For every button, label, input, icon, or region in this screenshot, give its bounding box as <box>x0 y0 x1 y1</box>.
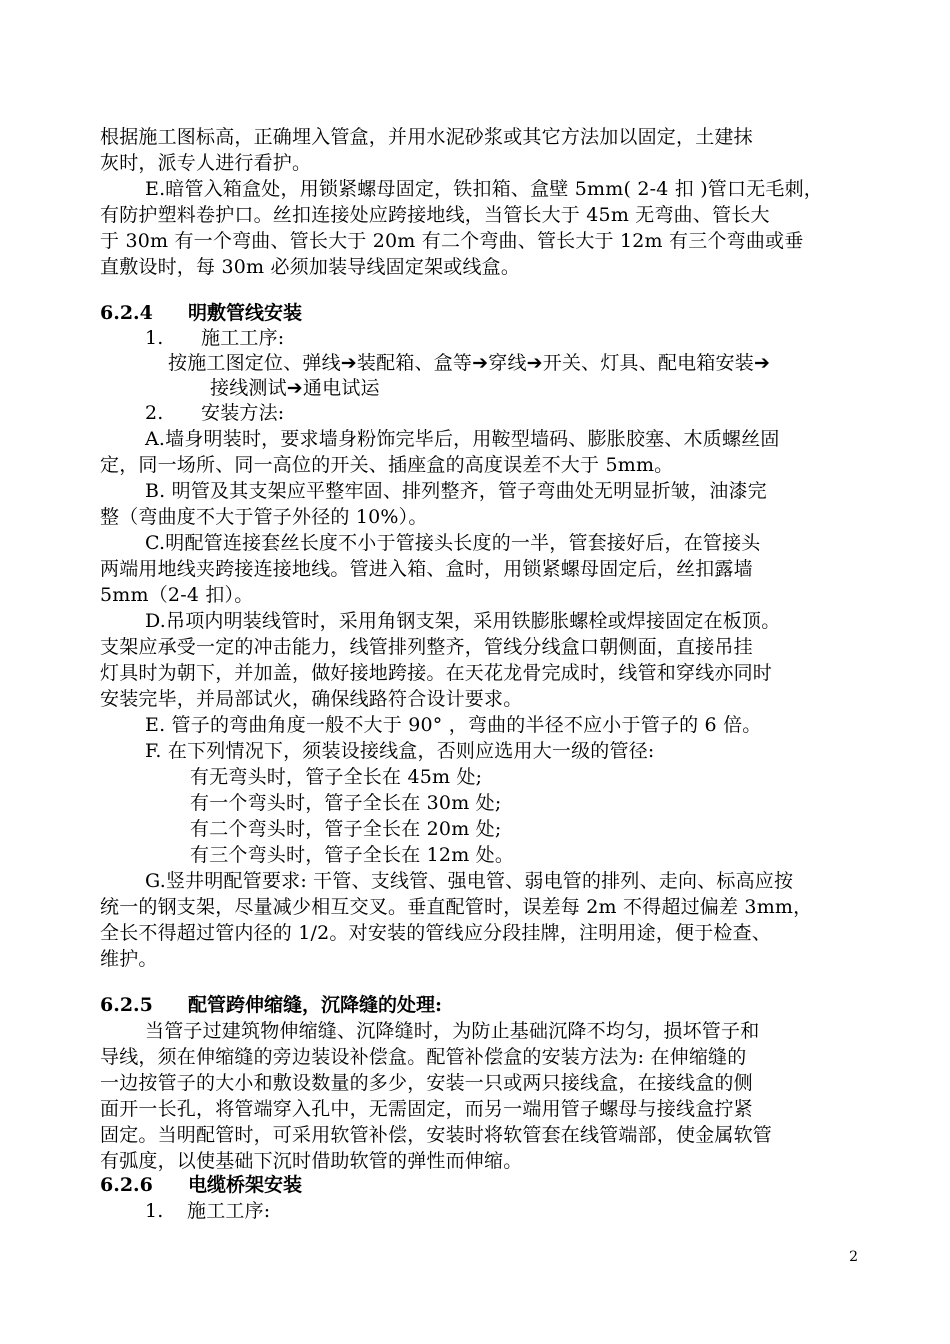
section-heading-6-2-5 <box>100 993 442 1017</box>
list-number: 2. <box>145 402 164 424</box>
paragraph-line: 定，同一场所、同一高位的开关、插座盒的高度误差不大于 5mm。 <box>100 454 674 476</box>
condition-line: 有二个弯头时，管子全长在 20m 处; <box>190 818 502 840</box>
paragraph-line: 根据施工图标高，正确埋入管盒，并用水泥砂浆或其它方法加以固定，土建抹 <box>100 126 753 148</box>
paragraph-line: 支架应承受一定的冲击能力，线管排列整齐，管线分线盒口朝侧面，直接吊挂 <box>100 636 753 658</box>
paragraph-line: 于 30m 有一个弯曲、管长大于 20m 有二个弯曲、管长大于 12m 有三个弯曲或垂 <box>100 230 804 252</box>
section-heading-6-2-6 <box>100 1173 302 1197</box>
condition-line: 有无弯头时，管子全长在 45m 处; <box>190 766 483 788</box>
paragraph-line: 固定。当明配管时，可采用软管补偿，安装时将软管套在线管端部，使金属软管 <box>100 1124 773 1146</box>
paragraph-line: B. 明管及其支架应平整牢固、排列整齐，管子弯曲处无明显折皱，油漆完 <box>145 480 767 502</box>
paragraph-line: C.明配管连接套丝长度不小于管接头长度的一半，管套接好后，在管接头 <box>145 532 761 554</box>
paragraph-line: F. 在下列情况下，须装设接线盒，否则应选用大一级的管径: <box>145 740 655 762</box>
paragraph-line: 一边按管子的大小和敷设数量的多少，安装一只或两只接线盒，在接线盒的侧 <box>100 1072 753 1094</box>
paragraph-line: 两端用地线夹跨接连接地线。管进入箱、盒时，用锁紧螺母固定后，丝扣露墙 <box>100 558 753 580</box>
process-line: 接线测试➔通电试运 <box>210 377 380 399</box>
process-line: 按施工图定位、弹线➔装配箱、盒等➔穿线➔开关、灯具、配电箱安装➔ <box>168 352 771 374</box>
section-title: 电缆桥架安装 <box>188 1174 303 1196</box>
paragraph-line: 直敷设时，每 30m 必须加装导线固定架或线盒。 <box>100 256 521 278</box>
paragraph-line: 灯具时为朝下，并加盖，做好接地跨接。在天花龙骨完成时，线管和穿线亦同时 <box>100 662 773 684</box>
list-item <box>145 1199 270 1223</box>
paragraph-line: 统一的钢支架，尽量减少相互交叉。垂直配管时，误差每 2m 不得超过偏差 3mm， <box>100 896 813 918</box>
page-number: 2 <box>849 1249 858 1265</box>
paragraph-line: E.暗管入箱盒处，用锁紧螺母固定，铁扣箱、盒壁 5mm( 2-4 扣 )管口无毛刺， <box>145 178 824 200</box>
condition-line: 有一个弯头时，管子全长在 30m 处; <box>190 792 502 814</box>
paragraph-line: A.墙身明装时，要求墙身粉饰完毕后，用鞍型墙码、膨胀胶塞、木质螺丝固 <box>145 428 780 450</box>
paragraph-line: 当管子过建筑物伸缩缝、沉降缝时，为防止基础沉降不均匀，损坏管子和 <box>145 1020 760 1042</box>
list-number: 1. <box>145 1200 164 1222</box>
paragraph-line: 维护。 <box>100 948 158 970</box>
paragraph-line: 全长不得超过管内径的 1/2。对安装的管线应分段挂牌，注明用途，便于检查、 <box>100 922 772 944</box>
section-heading-6-2-4 <box>100 301 302 325</box>
paragraph-line: 整（弯曲度不大于管子外径的 10%）。 <box>100 506 428 528</box>
list-item <box>145 326 284 350</box>
paragraph-line: G.竖井明配管要求: 干管、支线管、强电管、弱电管的排列、走向、标高应按 <box>145 870 794 892</box>
paragraph-line: 有弧度，以使基础下沉时借助软管的弹性而伸缩。 <box>100 1150 523 1172</box>
paragraph-line: 导线，须在伸缩缝的旁边装设补偿盒。配管补偿盒的安装方法为: 在伸缩缝的 <box>100 1046 747 1068</box>
paragraph-line: E. 管子的弯曲角度一般不大于 90° ，弯曲的半径不应小于管子的 6 倍。 <box>145 714 762 736</box>
section-number: 6.2.6 <box>100 1174 153 1196</box>
paragraph-line: 安装完毕，并局部试火，确保线路符合设计要求。 <box>100 688 523 710</box>
paragraph-line: 有防护塑料卷护口。丝扣连接处应跨接地线，当管长大于 45m 无弯曲、管长大 <box>100 204 770 226</box>
list-label: 施工工序: <box>201 327 285 349</box>
paragraph-line: 灰时，派专人进行看护。 <box>100 152 312 174</box>
list-number: 1. <box>145 327 164 349</box>
section-title: 明敷管线安装 <box>188 302 303 324</box>
list-label: 施工工序: <box>187 1200 271 1222</box>
list-label: 安装方法: <box>201 402 285 424</box>
paragraph-line: 面开一长孔，将管端穿入孔中，无需固定，而另一端用管子螺母与接线盒拧紧 <box>100 1098 753 1120</box>
section-title: 配管跨伸缩缝，沉降缝的处理: <box>188 994 443 1016</box>
condition-line: 有三个弯头时，管子全长在 12m 处。 <box>190 844 515 866</box>
section-number: 6.2.5 <box>100 994 153 1016</box>
paragraph-line: D.吊项内明装线管时，采用角钢支架，采用铁膨胀螺栓或焊接固定在板顶。 <box>145 610 781 632</box>
paragraph-line: 5mm（2-4 扣）。 <box>100 584 254 606</box>
list-item <box>145 401 284 425</box>
section-number: 6.2.4 <box>100 302 153 324</box>
